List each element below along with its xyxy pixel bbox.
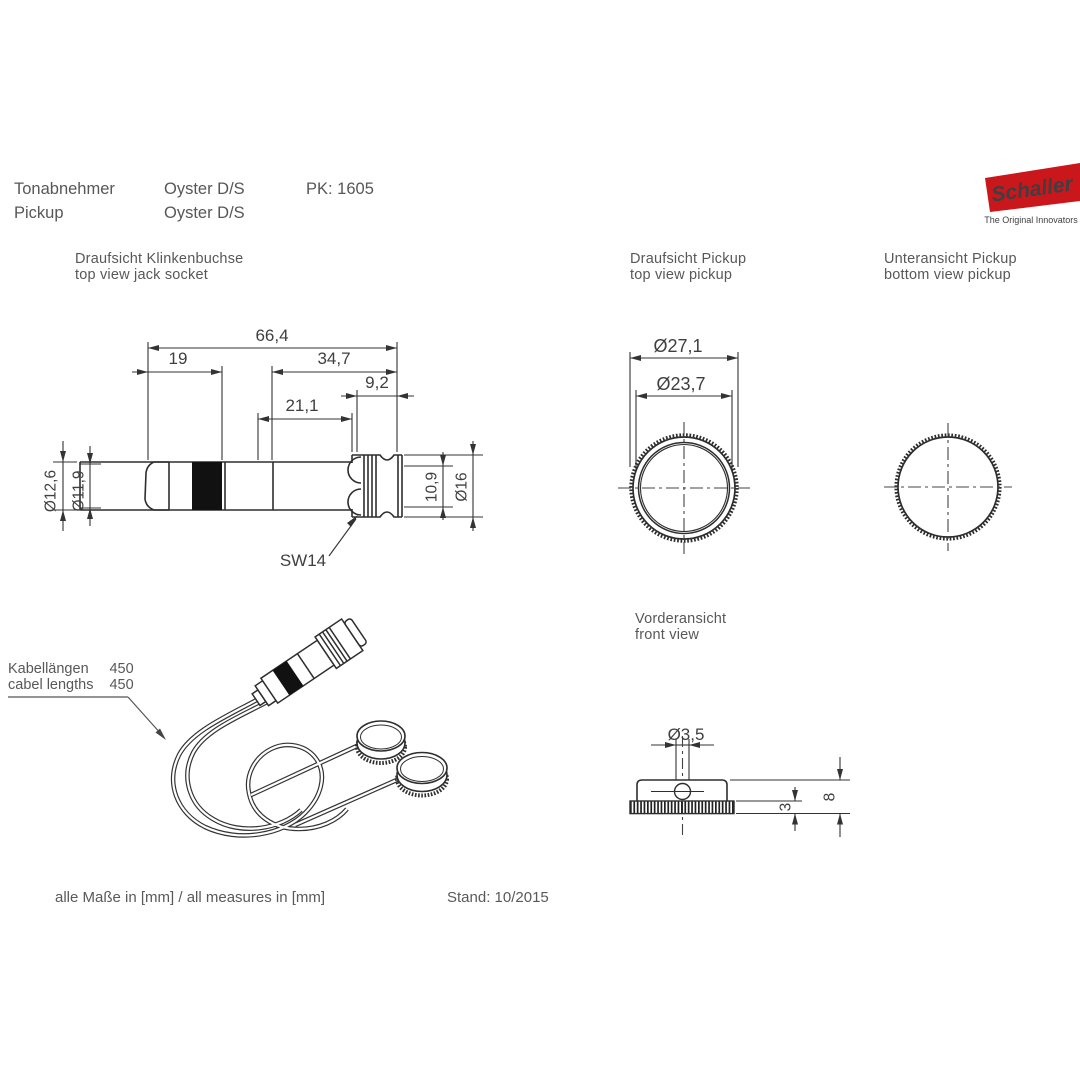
dim-pickup-inner-dia: Ø23,7 [656,374,706,394]
label-pickup-top-view [630,251,746,283]
cable-label-en: cabel lengths [8,677,94,694]
hex-profile [348,457,361,483]
label-pickup-top-en: top view pickup [630,267,733,284]
pickup-top-body [618,422,750,554]
part-number: PK: 1605 [306,180,374,198]
isometric-cable-drawing [0,598,545,873]
label-pickup-bottom-view [884,251,1017,283]
label-pickup-top-de: Draufsicht Pickup [630,251,747,267]
jack-connector [245,615,369,716]
product-name-de: Tonabnehmer [14,180,115,198]
label-jack-de: Draufsicht Klinkenbuchse [75,251,244,267]
dim-total-length: 66,4 [255,326,289,345]
front-body [630,780,734,814]
dim-knurl-height: 3 [777,802,795,812]
units-note: alle Maße in [mm] / all measures in [mm] [55,889,326,906]
title-block [14,180,374,223]
label-front-view [635,611,726,643]
cables [173,697,399,835]
pickup-disc-1 [357,721,405,763]
label-front-en: front view [635,627,700,644]
label-pickup-bottom-en: bottom view pickup [884,267,1011,284]
dim-tip-diameter: Ø12,6 [42,469,60,513]
logo-tagline: The Original Innovators [984,215,1078,225]
dim-mid-length: 21,1 [285,396,319,415]
cable-length-en: 450 [109,677,134,694]
jack-insulator-band [192,462,222,510]
jack-dimension-texts [42,326,470,570]
pickup-disc-2 [397,753,447,796]
label-front-de: Vorderansicht [635,611,727,627]
dim-hole-diameter: Ø3,5 [667,725,705,744]
revision-date: Stand: 10/2015 [447,889,549,906]
model-name-row2: Oyster D/S [164,204,245,222]
label-jack-en: top view jack socket [75,267,208,284]
dim-cap-length: 9,2 [365,373,389,392]
logo-brand-text: Schaller [990,172,1075,207]
cable-length-de: 450 [109,661,134,677]
schaller-logo [975,160,1080,230]
dim-shaft-diameter: Ø11,9 [70,470,88,512]
cable-label-de: Kabellängen [8,661,89,677]
dim-hex-size: SW14 [279,551,327,570]
pickup-top-view-drawing [600,330,800,565]
jack-body [80,455,402,517]
dim-total-height: 8 [821,792,839,802]
dim-rear-length: 34,7 [317,349,351,368]
dim-front-length: 19 [168,349,188,368]
pickup-bottom-view-drawing [878,413,1028,563]
label-jack-top-view [75,251,243,283]
jack-socket-drawing [35,320,500,590]
jack-tip-groove [145,462,169,510]
jack-dimension-lines [53,342,483,556]
dim-cap-diameter: Ø16 [453,472,471,502]
label-pickup-bottom-de: Unteransicht Pickup [884,251,1017,267]
pickup-front-view-drawing [598,713,868,853]
dim-pickup-outer-dia: Ø27,1 [653,336,703,356]
cable-label-leader [8,697,166,740]
dim-cap-inner: 10,9 [423,471,441,503]
model-name-row1: Oyster D/S [164,180,245,198]
product-name-en: Pickup [14,204,64,222]
